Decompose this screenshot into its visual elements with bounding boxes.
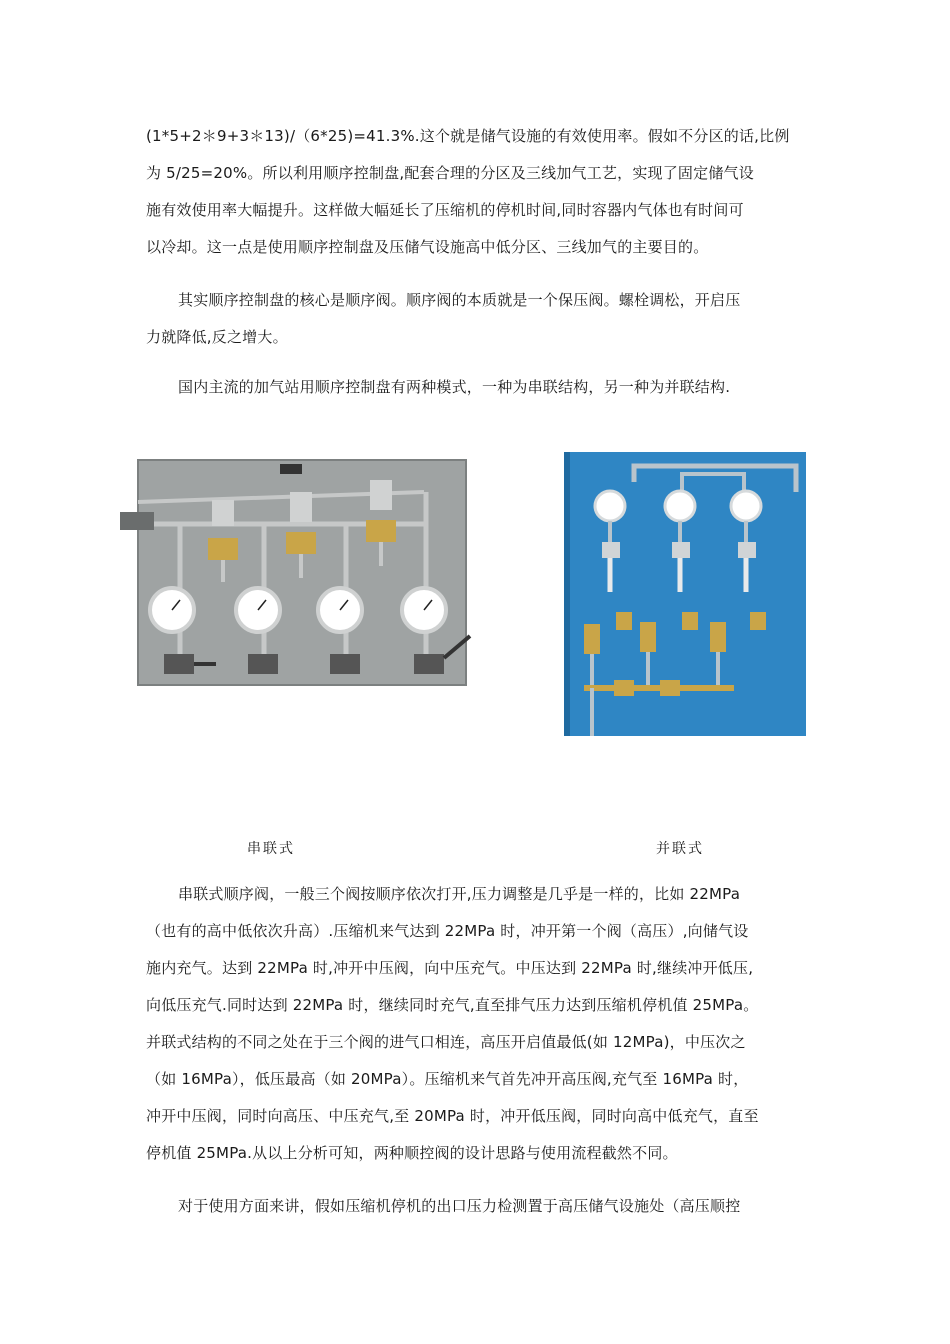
text-line: 停机值 25MPa.从以上分析可知，两种顺控阀的设计思路与使用流程截然不同。 bbox=[146, 1144, 678, 1162]
paragraph-sequence-valve-core bbox=[146, 282, 808, 356]
paragraph-series-parallel-explanation bbox=[146, 876, 808, 1172]
series-panel-illustration bbox=[108, 452, 474, 690]
text-line: 为 5/25=20%。所以利用顺序控制盘,配套合理的分区及三线加气工艺，实现了固定储气设 bbox=[146, 164, 754, 182]
text-line: 以冷却。这一点是使用顺序控制盘及压储气设施高中低分区、三线加气的主要目的。 bbox=[146, 238, 709, 256]
paragraph-two-modes bbox=[146, 369, 808, 406]
text-line: （如 16MPa），低压最高（如 20MPa）。压缩机来气首先冲开高压阀,充气至 16MPa 时， bbox=[146, 1070, 749, 1088]
text-line: 冲开中压阀，同时向高压、中压充气,至 20MPa 时，冲开低压阀，同时向高中低充气，直至 bbox=[146, 1107, 759, 1125]
parallel-panel-photo bbox=[564, 452, 806, 736]
text-line: 向低压充气.同时达到 22MPa 时，继续同时充气,直至排气压力达到压缩机停机值 25MPa。 bbox=[146, 996, 759, 1014]
paragraph-efficiency bbox=[146, 118, 808, 266]
text-line: 并联式结构的不同之处在于三个阀的进气口相连，高压开启值最低(如 12MPa)，中压次之 bbox=[146, 1033, 746, 1051]
series-panel-photo bbox=[108, 452, 474, 690]
text-line: 施有效使用率大幅提升。这样做大幅延长了压缩机的停机时间,同时容器内气体也有时间可 bbox=[146, 201, 744, 219]
text-line: 串联式顺序阀，一般三个阀按顺序依次打开,压力调整是几乎是一样的，比如 22MPa bbox=[178, 885, 741, 903]
text-line: (1*5+2＊9+3＊13)/（6*25)=41.3%.这个就是储气设施的有效使用率。假如不分区的话,比例 bbox=[146, 127, 790, 145]
series-caption: 串联式 bbox=[247, 841, 295, 857]
text-line: 国内主流的加气站用顺序控制盘有两种模式，一种为串联结构，另一种为并联结构. bbox=[178, 378, 731, 396]
parallel-panel-illustration bbox=[564, 452, 806, 736]
paragraph-usage bbox=[146, 1188, 808, 1225]
text-line: 对于使用方面来讲，假如压缩机停机的出口压力检测置于高压储气设施处（高压顺控 bbox=[178, 1197, 741, 1215]
text-line: 力就降低,反之增大。 bbox=[146, 328, 288, 346]
parallel-caption: 并联式 bbox=[656, 841, 704, 857]
text-line: （也有的高中低依次升高）.压缩机来气达到 22MPa 时，冲开第一个阀（高压）,向储气设 bbox=[146, 922, 749, 940]
text-line: 施内充气。达到 22MPa 时,冲开中压阀，向中压充气。中压达到 22MPa 时,继续冲开低压, bbox=[146, 959, 754, 977]
text-line: 其实顺序控制盘的核心是顺序阀。顺序阀的本质就是一个保压阀。螺栓调松，开启压 bbox=[178, 291, 741, 309]
